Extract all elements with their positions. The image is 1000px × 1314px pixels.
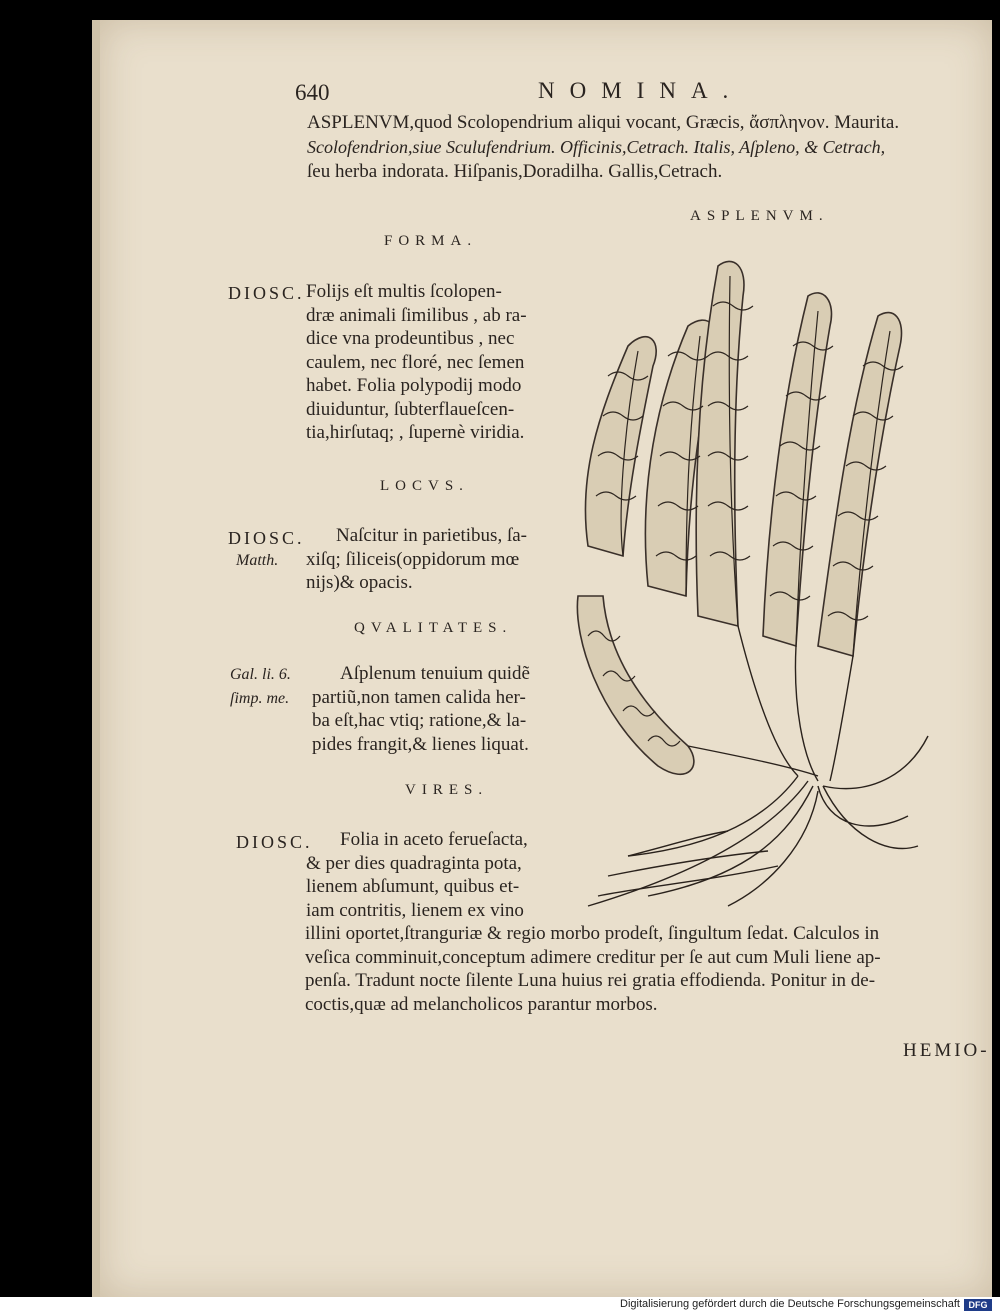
- vires-text-wide: illini oportet,ſtranguriæ & regio morbo prodeſt, ſingultum ſedat. Calculos in veſica comminuit,conceptum adimere creditur per ſe aut cum Muli liene ap- penſa. Tradunt nocte ſilente Luna huius rei gratia effodienda. Ponitur in de- coctis,quæ ad melancholicos parantur morbos.: [305, 923, 881, 1015]
- nomina-line-2: Scolofendrion,siue Sculufendrium. Officinis,Cetrach. Italis, Aſpleno, & Cetrach,: [307, 137, 886, 157]
- locus-text: Naſcitur in parietibus, ſa- xiſq; ſiliceis(oppidorum mœ nijs)& opacis.: [306, 525, 527, 593]
- forma-heading: FORMA.: [384, 233, 478, 249]
- qualitates-source-1: Gal. li. 6.: [230, 666, 291, 683]
- catchword: HEMIO-: [903, 1040, 990, 1061]
- footer-bar: [0, 1297, 1000, 1314]
- footer-text: Digitalisierung gefördert durch die Deutsche Forschungsgemeinschaft: [620, 1298, 960, 1310]
- qualitates-source-2: ſimp. me.: [230, 690, 290, 707]
- locus-source: DIOSC.: [228, 528, 305, 548]
- qualitates-heading: QVALITATES.: [354, 620, 513, 636]
- vires-source: DIOSC.: [236, 832, 313, 852]
- fern-illustration: [568, 256, 972, 922]
- vires-heading: VIRES.: [405, 782, 489, 798]
- forma-source: DIOSC.: [228, 283, 305, 303]
- nomina-line-3: ſeu herba indorata. Hiſpanis,Doradilha. Gallis,Cetrach.: [307, 161, 723, 182]
- figure-caption: ASPLENVM.: [690, 208, 829, 224]
- vires-text-narrow: Folia in aceto ferueſacta, & per dies quadraginta pota, lienem abſumunt, quibus et- iam contritis, lienem ex vino: [306, 829, 528, 921]
- running-head: NOMINA.: [538, 78, 744, 103]
- forma-text: Folijs eſt multis ſcolopen- dræ animali ſimilibus , ab ra- dice vna prodeuntibus , nec caulem, nec floré, nec ſemen habet. Folia polypodij modo diuiduntur, ſubterflaueſcen- tia,hirſutaq; , ſupernè viridia.: [306, 281, 527, 443]
- dfg-logo: DFG: [964, 1299, 992, 1311]
- nomina-line-1: ASPLENVM,quod Scolopendrium aliqui vocant, Græcis, ἄσπληνον. Maurita.: [307, 112, 900, 133]
- qualitates-text: Aſplenum tenuium quidẽ partiũ,non tamen calida her- ba eſt,hac vtiq; ratione,& la- pides frangit,& lienes liquat.: [312, 663, 530, 755]
- locus-source-matth: Matth.: [236, 552, 279, 569]
- page-number: 640: [295, 80, 330, 105]
- locus-heading: LOCVS.: [380, 478, 469, 494]
